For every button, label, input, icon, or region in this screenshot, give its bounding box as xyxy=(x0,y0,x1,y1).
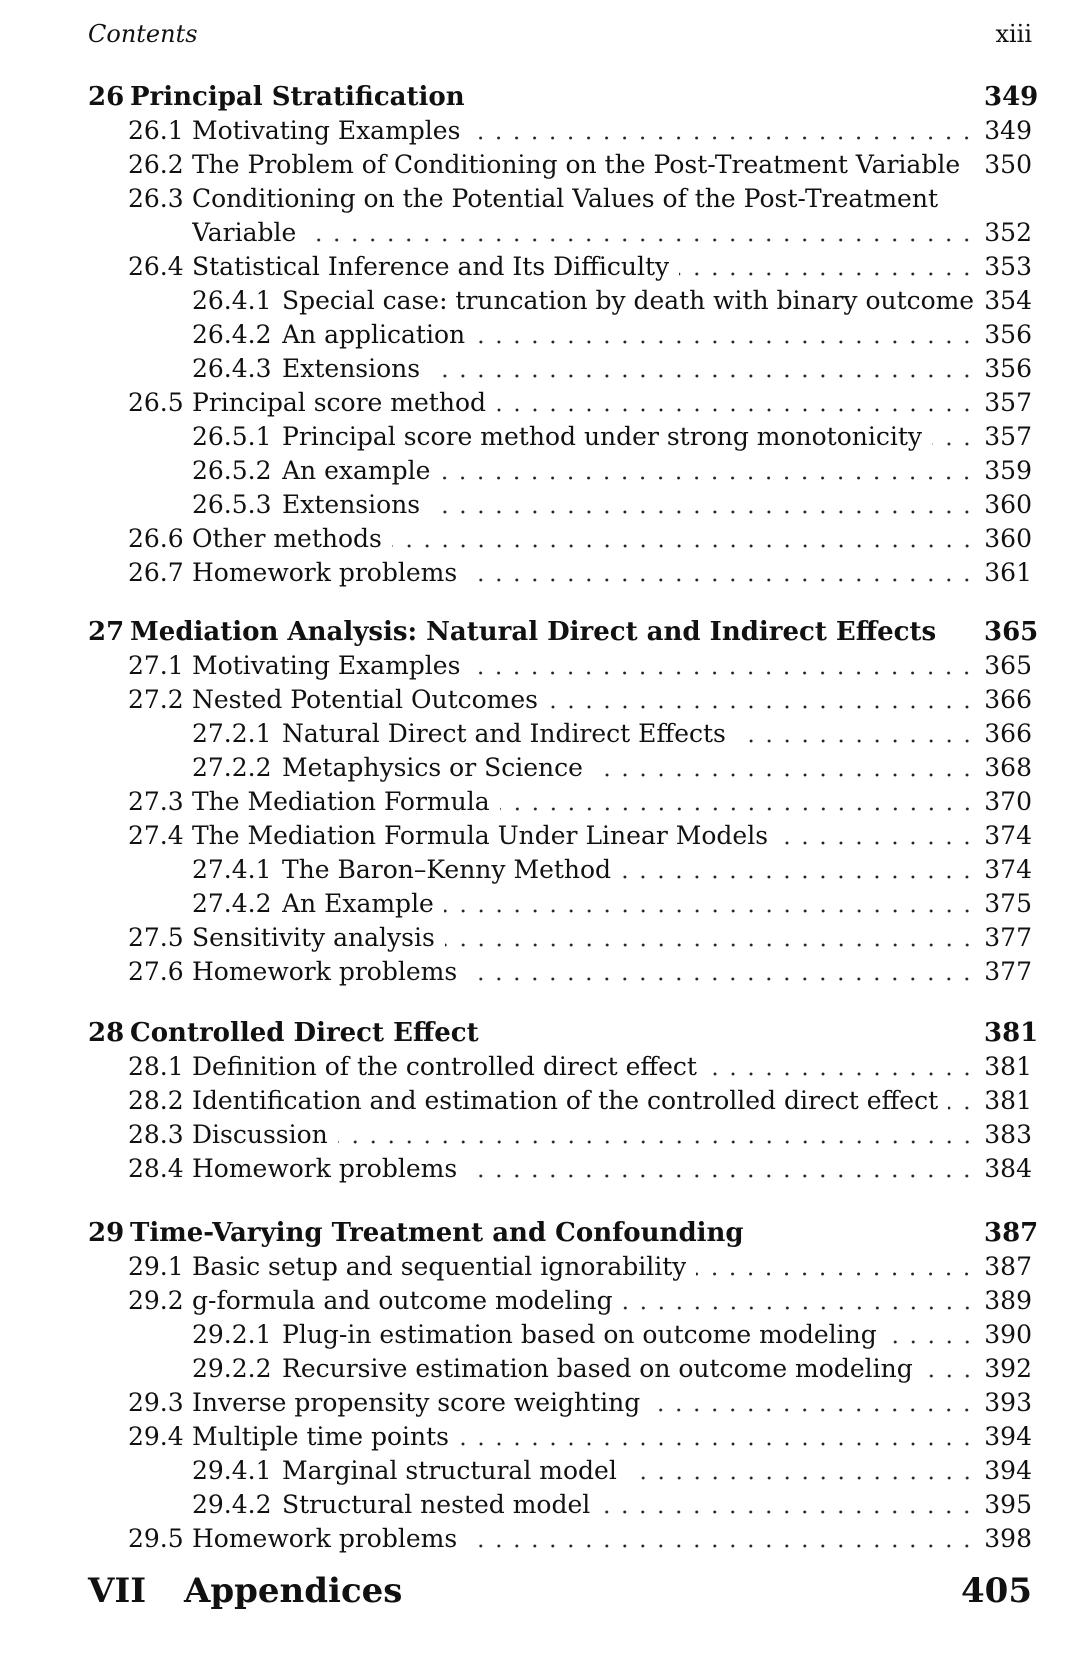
entry-number: 29.2.1 xyxy=(192,1320,272,1349)
toc-subsection-entry[interactable] xyxy=(88,1488,1032,1522)
leader-dots xyxy=(736,717,976,751)
entry-number: 26.4.2 xyxy=(192,320,272,349)
entry-title: Homework problems xyxy=(192,1154,458,1183)
toc-chapter-28 xyxy=(88,1016,1039,1186)
entry-title: Motivating Examples xyxy=(192,651,461,680)
toc-section-entry[interactable] xyxy=(88,114,1032,148)
toc-section-entry[interactable] xyxy=(88,182,1032,216)
entry-title: g-formula and outcome modeling xyxy=(192,1286,613,1315)
entry-number: 26.1 xyxy=(128,116,184,145)
chapter-title: Time-Varying Treatment and Confounding xyxy=(130,1218,744,1248)
entry-page-number: 360 xyxy=(984,490,1032,519)
toc-section-entry[interactable] xyxy=(88,1250,1032,1284)
entry-page-number: 381 xyxy=(984,1086,1032,1115)
entry-number: 27.4.2 xyxy=(192,889,272,918)
entry-page-number: 354 xyxy=(984,286,1032,315)
entry-title: Homework problems xyxy=(192,957,458,986)
chapter-title: Principal Stratification xyxy=(130,82,465,112)
toc-chapter-29 xyxy=(88,1216,1039,1556)
leader-dots xyxy=(306,216,976,250)
toc-section-entry[interactable] xyxy=(88,250,1032,284)
entry-page-number: 357 xyxy=(984,388,1032,417)
leader-dots xyxy=(392,522,976,556)
leader-dots xyxy=(440,454,976,488)
toc-section-entry[interactable] xyxy=(88,1284,1032,1318)
toc-subsection-entry[interactable] xyxy=(88,352,1032,386)
leader-dots xyxy=(470,114,976,148)
leader-dots xyxy=(467,556,976,590)
toc-subsection-entry[interactable] xyxy=(88,1454,1032,1488)
entry-page-number: 384 xyxy=(984,1154,1032,1183)
toc-section-entry[interactable] xyxy=(88,522,1032,556)
leader-dots xyxy=(707,1050,976,1084)
entry-number: 29.4.1 xyxy=(192,1456,272,1485)
entry-number: 27.1 xyxy=(128,651,184,680)
part-title: Appendices xyxy=(184,1571,403,1611)
entry-number: 28.2 xyxy=(128,1086,184,1115)
entry-title: The Mediation Formula xyxy=(192,787,490,816)
entry-title: The Baron–Kenny Method xyxy=(282,855,612,884)
entry-title: Recursive estimation based on outcome modeling xyxy=(282,1354,913,1383)
running-head-page-number: xiii xyxy=(995,20,1032,48)
entry-title: Statistical Inference and Its Difficulty xyxy=(192,252,670,281)
chapter-title: Controlled Direct Effect xyxy=(130,1018,479,1048)
leader-dots xyxy=(623,1284,976,1318)
entry-number: 28.3 xyxy=(128,1120,184,1149)
entry-number: 27.6 xyxy=(128,957,184,986)
entry-title: Homework problems xyxy=(192,1524,458,1553)
entry-page-number: 350 xyxy=(984,150,1032,179)
entry-page-number: 370 xyxy=(984,787,1032,816)
toc-subsection-entry[interactable] xyxy=(88,420,1032,454)
part-page-number: 405 xyxy=(961,1571,1032,1611)
entry-page-number: 356 xyxy=(984,354,1032,383)
entry-number: 29.3 xyxy=(128,1388,184,1417)
entry-number: 27.4 xyxy=(128,821,184,850)
entry-number: 26.4.1 xyxy=(192,286,272,315)
toc-section-entry[interactable] xyxy=(88,955,1032,989)
leader-dots xyxy=(923,1352,976,1386)
entry-page-number: 366 xyxy=(984,685,1032,714)
entry-title: Natural Direct and Indirect Effects xyxy=(282,719,726,748)
entry-page-number: 394 xyxy=(984,1422,1032,1451)
leader-dots xyxy=(679,250,976,284)
entry-page-number: 392 xyxy=(984,1354,1032,1383)
toc-section-entry[interactable] xyxy=(88,1152,1032,1186)
running-head-title: Contents xyxy=(88,20,198,48)
leader-dots xyxy=(778,819,976,853)
leader-dots xyxy=(430,352,976,386)
entry-title: Conditioning on the Potential Values of the Post-Treatment xyxy=(192,184,938,213)
entry-number: 27.2.1 xyxy=(192,719,272,748)
entry-page-number: 389 xyxy=(984,1286,1032,1315)
leader-dots xyxy=(444,887,976,921)
entry-number: 29.4 xyxy=(128,1422,184,1451)
toc-subsection-entry[interactable] xyxy=(88,717,1032,751)
leader-dots xyxy=(932,420,976,454)
entry-number: 26.2 xyxy=(128,150,184,179)
part-number: VII xyxy=(88,1571,147,1611)
toc-subsection-entry[interactable] xyxy=(88,318,1032,352)
leader-dots xyxy=(470,649,976,683)
toc-section-entry[interactable] xyxy=(88,1522,1032,1556)
entry-title: Definition of the controlled direct effect xyxy=(192,1052,697,1081)
toc-section-entry[interactable] xyxy=(88,386,1032,420)
leader-dots xyxy=(338,1118,976,1152)
entry-page-number: 365 xyxy=(984,651,1032,680)
entry-number: 28.1 xyxy=(128,1052,184,1081)
leader-dots xyxy=(548,683,976,717)
leader-dots xyxy=(467,1152,976,1186)
entry-number: 28.4 xyxy=(128,1154,184,1183)
entry-page-number: 349 xyxy=(984,116,1032,145)
toc-section-entry[interactable] xyxy=(88,148,1032,182)
toc-subsection-entry[interactable] xyxy=(88,887,1032,921)
entry-page-number: 377 xyxy=(984,957,1032,986)
entry-title: Marginal structural model xyxy=(282,1456,617,1485)
entry-page-number: 393 xyxy=(984,1388,1032,1417)
leader-dots xyxy=(467,1522,976,1556)
entry-title: Discussion xyxy=(192,1120,328,1149)
entry-title: An Example xyxy=(282,889,434,918)
toc-section-entry[interactable] xyxy=(88,216,1032,250)
toc-subsection-entry[interactable] xyxy=(88,454,1032,488)
entry-number: 26.4.3 xyxy=(192,354,272,383)
leader-dots xyxy=(627,1454,976,1488)
entry-number: 26.5.1 xyxy=(192,422,272,451)
chapter-number: 26 xyxy=(88,82,125,112)
toc-section-entry[interactable] xyxy=(88,819,1032,853)
toc-subsection-entry[interactable] xyxy=(88,1318,1032,1352)
entry-page-number: 374 xyxy=(984,855,1032,884)
entry-number: 29.4.2 xyxy=(192,1490,272,1519)
entry-title: Plug-in estimation based on outcome modeling xyxy=(282,1320,877,1349)
entry-title: The Mediation Formula Under Linear Models xyxy=(192,821,769,850)
leader-dots xyxy=(500,785,976,819)
leader-dots xyxy=(475,318,976,352)
entry-title: Principal score method under strong monotonicity xyxy=(282,422,923,451)
entry-number: 29.5 xyxy=(128,1524,184,1553)
leader-dots xyxy=(948,1084,976,1118)
leader-dots xyxy=(621,853,976,887)
toc-section-entry[interactable] xyxy=(88,785,1032,819)
toc-section-entry[interactable] xyxy=(88,683,1032,717)
entry-page-number: 390 xyxy=(984,1320,1032,1349)
leader-dots xyxy=(459,1420,976,1454)
entry-title: Multiple time points xyxy=(192,1422,449,1451)
entry-page-number: 366 xyxy=(984,719,1032,748)
entry-page-number: 381 xyxy=(984,1052,1032,1081)
entry-number: 26.4 xyxy=(128,252,184,281)
entry-number: 29.2 xyxy=(128,1286,184,1315)
entry-number: 27.2.2 xyxy=(192,753,272,782)
entry-title: Inverse propensity score weighting xyxy=(192,1388,641,1417)
entry-title: Special case: truncation by death with binary outcome xyxy=(282,286,974,315)
entry-title-continuation: Variable xyxy=(192,218,297,247)
entry-title: Structural nested model xyxy=(282,1490,591,1519)
entry-page-number: 394 xyxy=(984,1456,1032,1485)
toc-subsection-entry[interactable] xyxy=(88,853,1032,887)
toc-chapter-heading[interactable] xyxy=(88,615,1039,649)
toc-section-entry[interactable] xyxy=(88,649,1032,683)
toc-chapter-27 xyxy=(88,615,1039,989)
toc-subsection-entry[interactable] xyxy=(88,488,1032,522)
toc-section-entry[interactable] xyxy=(88,1386,1032,1420)
entry-title: Other methods xyxy=(192,524,382,553)
entry-page-number: 353 xyxy=(984,252,1032,281)
entry-number: 26.7 xyxy=(128,558,184,587)
entry-number: 27.4.1 xyxy=(192,855,272,884)
entry-page-number: 352 xyxy=(984,218,1032,247)
toc-section-entry[interactable] xyxy=(88,1118,1032,1152)
entry-page-number: 398 xyxy=(984,1524,1032,1553)
toc-chapter-26 xyxy=(88,80,1039,590)
entry-page-number: 359 xyxy=(984,456,1032,485)
entry-number: 27.2 xyxy=(128,685,184,714)
entry-number: 26.6 xyxy=(128,524,184,553)
entry-page-number: 387 xyxy=(984,1252,1032,1281)
toc-chapter-heading[interactable] xyxy=(88,1216,1039,1250)
entry-title: Principal score method xyxy=(192,388,486,417)
entry-page-number: 356 xyxy=(984,320,1032,349)
leader-dots xyxy=(445,921,976,955)
entry-title: The Problem of Conditioning on the Post-Treatment Variable xyxy=(192,150,961,179)
toc-subsection-entry[interactable] xyxy=(88,1352,1032,1386)
toc-chapter-heading[interactable] xyxy=(88,80,1039,114)
toc-subsection-entry[interactable] xyxy=(88,751,1032,785)
entry-page-number: 383 xyxy=(984,1120,1032,1149)
entry-number: 29.1 xyxy=(128,1252,184,1281)
entry-number: 27.5 xyxy=(128,923,184,952)
chapter-title: Mediation Analysis: Natural Direct and Indirect Effects xyxy=(130,617,937,647)
entry-page-number: 357 xyxy=(984,422,1032,451)
leader-dots xyxy=(496,386,976,420)
toc-section-entry[interactable] xyxy=(88,1084,1032,1118)
toc-chapter-heading[interactable] xyxy=(88,1016,1039,1050)
entry-number: 26.5.2 xyxy=(192,456,272,485)
entry-page-number: 375 xyxy=(984,889,1032,918)
entry-title: Nested Potential Outcomes xyxy=(192,685,539,714)
toc-section-entry[interactable] xyxy=(88,1050,1032,1084)
chapter-number: 28 xyxy=(88,1018,125,1048)
toc-section-entry[interactable] xyxy=(88,921,1032,955)
entry-number: 26.5 xyxy=(128,388,184,417)
leader-dots xyxy=(600,1488,976,1522)
chapter-number: 27 xyxy=(88,617,125,647)
entry-number: 29.2.2 xyxy=(192,1354,272,1383)
entry-page-number: 361 xyxy=(984,558,1032,587)
entry-number: 26.5.3 xyxy=(192,490,272,519)
entry-title: Extensions xyxy=(282,490,421,519)
entry-number: 26.3 xyxy=(128,184,184,213)
leader-dots xyxy=(430,488,976,522)
chapter-page-number: 365 xyxy=(984,617,1039,647)
entry-page-number: 360 xyxy=(984,524,1032,553)
chapter-page-number: 349 xyxy=(984,82,1039,112)
leader-dots xyxy=(593,751,976,785)
leader-dots xyxy=(887,1318,976,1352)
entry-title: Identification and estimation of the controlled direct effect xyxy=(192,1086,939,1115)
leader-dots xyxy=(467,955,976,989)
entry-page-number: 377 xyxy=(984,923,1032,952)
entry-title: Homework problems xyxy=(192,558,458,587)
entry-title: Extensions xyxy=(282,354,421,383)
entry-title: Motivating Examples xyxy=(192,116,461,145)
entry-title: Basic setup and sequential ignorability xyxy=(192,1252,687,1281)
entry-page-number: 395 xyxy=(984,1490,1032,1519)
toc-page xyxy=(88,0,1039,1672)
chapter-page-number: 381 xyxy=(984,1018,1039,1048)
entry-number: 27.3 xyxy=(128,787,184,816)
entry-title: An application xyxy=(282,320,466,349)
toc-part-heading[interactable] xyxy=(88,1566,1032,1616)
entry-page-number: 374 xyxy=(984,821,1032,850)
toc-section-entry[interactable] xyxy=(88,556,1032,590)
entry-title: Sensitivity analysis xyxy=(192,923,435,952)
entry-page-number: 368 xyxy=(984,753,1032,782)
chapter-page-number: 387 xyxy=(984,1218,1039,1248)
leader-dots xyxy=(696,1250,976,1284)
chapter-number: 29 xyxy=(88,1218,125,1248)
toc-subsection-entry[interactable] xyxy=(88,284,1032,318)
toc-section-entry[interactable] xyxy=(88,1420,1032,1454)
entry-title: Metaphysics or Science xyxy=(282,753,583,782)
running-head xyxy=(88,20,1032,52)
entry-title: An example xyxy=(282,456,431,485)
leader-dots xyxy=(650,1386,976,1420)
